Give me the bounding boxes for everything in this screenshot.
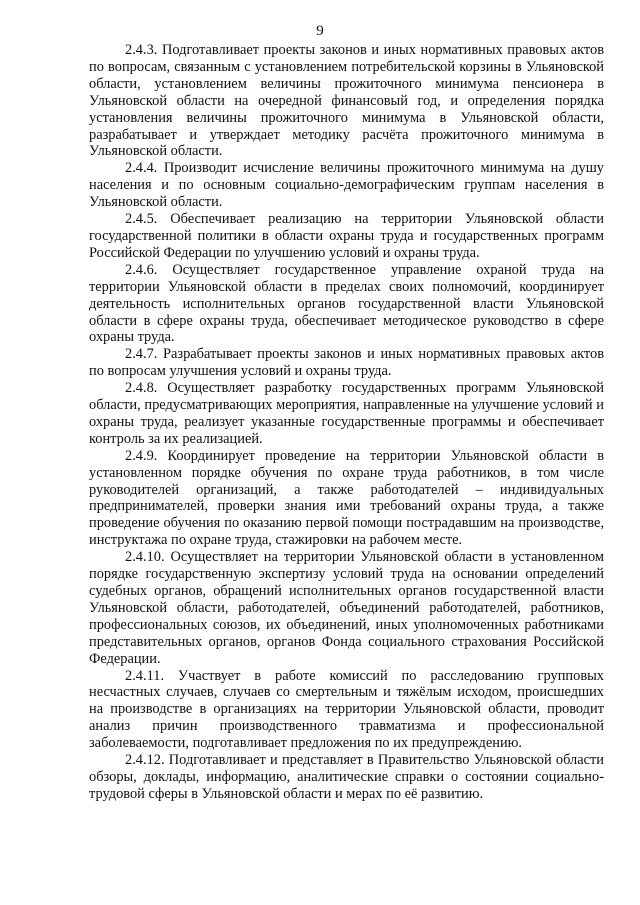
- paragraph-2-4-12: 2.4.12. Подготавливает и представляет в Правительство Ульяновской области обзоры, доклады, информацию, аналитические справки о состоянии социально-трудовой сферы в Ульяновской области и мерах по её развитию.: [89, 752, 604, 802]
- paragraph-2-4-4: 2.4.4. Производит исчисление величины прожиточного минимума на душу населения и по основным социально-демографическим группам населения в Ульяновской области.: [89, 160, 604, 211]
- paragraph-2-4-11: 2.4.11. Участвует в работе комиссий по расследованию групповых несчастных случаев, случаев со смертельным и тяжёлым исходом, происшедших на производстве в организациях на территории Ульяновской области, проводит анализ причин производственного травматизма и профессиональной заболеваемости, подготавливает предложения по их предупреждению.: [89, 667, 604, 752]
- document-body: [89, 42, 604, 803]
- page-number: 9: [316, 23, 324, 39]
- paragraph-2-4-10: 2.4.10. Осуществляет на территории Ульяновской области в установленном порядке государственную экспертизу условий труда на основании определений судебных органов, обращений исполнительных органов государственной власти Ульяновской области, работодателей, объединений работодателей, работников, профессиональных союзов, их объединений, иных уполномоченных работниками представительных органов, органов Фонда социального страхования Российской Федерации.: [89, 549, 604, 667]
- paragraph-2-4-5: 2.4.5. Обеспечивает реализацию на территории Ульяновской области государственной политики в области охраны труда и государственных программ Российской Федерации по улучшению условий и охраны труда.: [89, 211, 604, 261]
- paragraph-2-4-9: 2.4.9. Координирует проведение на территории Ульяновской области в установленном порядке обучения по охране труда работников, в том числе руководителей организаций, а также работодателей – индивидуальных предпринимателей, проверки знания ими требований охраны труда, а также проведение обучения по оказанию первой помощи пострадавшим на производстве, инструктажа по охране труда, стажировки на рабочем месте.: [89, 447, 604, 549]
- paragraph-2-4-8: 2.4.8. Осуществляет разработку государственных программ Ульяновской области, предусматривающих мероприятия, направленные на улучшение условий и охраны труда, реализует указанные государственные программы и обеспечивает контроль за их реализацией.: [89, 380, 604, 447]
- paragraph-2-4-6: 2.4.6. Осуществляет государственное управление охраной труда на территории Ульяновской области в пределах своих полномочий, координирует деятельность исполнительных органов государственной власти Ульяновской области в сфере охраны труда, обеспечивает методическое руководство в сфере охраны труда.: [89, 261, 604, 346]
- paragraph-2-4-3: 2.4.3. Подготавливает проекты законов и иных нормативных правовых актов по вопросам, связанным с установлением потребительской корзины в Ульяновской области, установлением величины прожиточного минимума пенсионера в Ульяновской области на очередной финансовый год, и определения порядка установления величины прожиточного минимума в Ульяновской области, разрабатывает и утверждает методику расчёта прожиточного минимума в Ульяновской области.: [89, 42, 604, 160]
- paragraph-2-4-7: 2.4.7. Разрабатывает проекты законов и иных нормативных правовых актов по вопросам улучшения условий и охраны труда.: [89, 346, 604, 380]
